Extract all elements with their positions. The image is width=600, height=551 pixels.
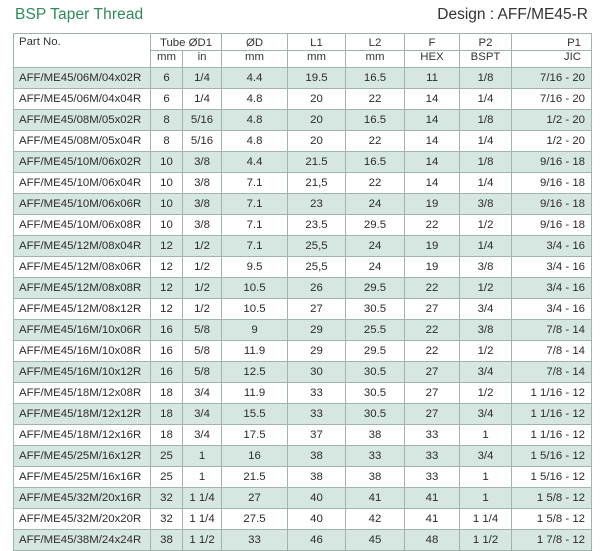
f-hex-cell: 22 [405, 215, 460, 236]
od-cell: 27.5 [222, 509, 288, 530]
od-cell: 10.5 [222, 299, 288, 320]
l2-cell: 29.5 [346, 341, 405, 362]
table-row [14, 89, 592, 110]
l1-cell: 21,5 [288, 173, 346, 194]
l1-cell: 26 [288, 278, 346, 299]
f-hex-cell: 48 [405, 530, 460, 551]
tube-mm-cell: 18 [151, 383, 183, 404]
p2-bspt-cell: 1/8 [460, 68, 512, 89]
l2-cell: 25.5 [346, 320, 405, 341]
part-no-cell: AFF/ME45/32M/20x16R [14, 488, 151, 509]
l1-cell: 21.5 [288, 152, 346, 173]
l2-cell: 38 [346, 467, 405, 488]
p2-bspt-cell: 1/4 [460, 236, 512, 257]
tube-mm-cell: 8 [151, 131, 183, 152]
l1-cell: 27 [288, 299, 346, 320]
part-no-cell: AFF/ME45/12M/08x06R [14, 257, 151, 278]
f-hex-cell: 41 [405, 509, 460, 530]
tube-mm-cell: 6 [151, 89, 183, 110]
l2-cell: 30.5 [346, 299, 405, 320]
p2-bspt-cell: 1/2 [460, 215, 512, 236]
f-hex-cell: 22 [405, 320, 460, 341]
tube-mm-cell: 10 [151, 194, 183, 215]
p1-jic-cell: 1 1/16 - 12 [512, 404, 592, 425]
p2-bspt-cell: 3/4 [460, 446, 512, 467]
header-bar [0, 0, 600, 33]
l2-cell: 38 [346, 425, 405, 446]
l2-cell: 30.5 [346, 362, 405, 383]
f-hex-cell: 27 [405, 362, 460, 383]
table-row [14, 236, 592, 257]
p1-jic-cell: 1 1/16 - 12 [512, 383, 592, 404]
od-cell: 9.5 [222, 257, 288, 278]
tube-mm-cell: 25 [151, 467, 183, 488]
header-part-no: Part No. [14, 34, 151, 68]
table-row [14, 467, 592, 488]
header-l1: L1 [288, 34, 346, 51]
tube-in-cell: 3/4 [183, 383, 222, 404]
p2-bspt-cell: 3/8 [460, 320, 512, 341]
part-no-cell: AFF/ME45/10M/06x06R [14, 194, 151, 215]
l2-cell: 16.5 [346, 68, 405, 89]
p1-jic-cell: 7/8 - 14 [512, 320, 592, 341]
part-no-cell: AFF/ME45/16M/10x08R [14, 341, 151, 362]
l2-cell: 16.5 [346, 110, 405, 131]
p1-jic-cell: 1 5/16 - 12 [512, 446, 592, 467]
design-code: Design : AFF/ME45-R [437, 6, 588, 23]
table-row [14, 425, 592, 446]
p1-jic-cell: 3/4 - 16 [512, 236, 592, 257]
tube-mm-cell: 10 [151, 173, 183, 194]
tube-in-cell: 3/4 [183, 425, 222, 446]
l1-cell: 29 [288, 341, 346, 362]
od-cell: 21.5 [222, 467, 288, 488]
tube-in-cell: 1 1/4 [183, 509, 222, 530]
p2-bspt-cell: 3/4 [460, 404, 512, 425]
part-no-cell: AFF/ME45/25M/16x12R [14, 446, 151, 467]
header-p2: P2 [460, 34, 512, 51]
l1-cell: 30 [288, 362, 346, 383]
part-no-cell: AFF/ME45/10M/06x04R [14, 173, 151, 194]
l1-cell: 29 [288, 320, 346, 341]
f-hex-cell: 27 [405, 299, 460, 320]
p1-jic-cell: 9/16 - 18 [512, 194, 592, 215]
table-row [14, 194, 592, 215]
p1-jic-cell: 1 1/16 - 12 [512, 425, 592, 446]
part-no-cell: AFF/ME45/06M/04x02R [14, 68, 151, 89]
l2-cell: 22 [346, 173, 405, 194]
page-title: BSP Taper Thread [15, 6, 144, 23]
part-no-cell: AFF/ME45/38M/24x24R [14, 530, 151, 551]
tube-in-cell: 3/8 [183, 215, 222, 236]
header-f-unit: HEX [405, 51, 460, 68]
part-no-cell: AFF/ME45/12M/08x04R [14, 236, 151, 257]
l2-cell: 24 [346, 194, 405, 215]
f-hex-cell: 14 [405, 173, 460, 194]
od-cell: 7.1 [222, 173, 288, 194]
l1-cell: 37 [288, 425, 346, 446]
tube-in-cell: 5/8 [183, 320, 222, 341]
table-row [14, 320, 592, 341]
p1-jic-cell: 1 5/8 - 12 [512, 488, 592, 509]
tube-in-cell: 1 [183, 467, 222, 488]
table-row [14, 362, 592, 383]
table-row [14, 110, 592, 131]
l1-cell: 40 [288, 509, 346, 530]
table-row [14, 173, 592, 194]
od-cell: 4.4 [222, 152, 288, 173]
spec-table [13, 33, 592, 551]
tube-mm-cell: 32 [151, 488, 183, 509]
l2-cell: 29.5 [346, 215, 405, 236]
l1-cell: 20 [288, 131, 346, 152]
part-no-cell: AFF/ME45/18M/12x16R [14, 425, 151, 446]
part-no-cell: AFF/ME45/18M/12x12R [14, 404, 151, 425]
f-hex-cell: 33 [405, 467, 460, 488]
part-no-cell: AFF/ME45/25M/16x16R [14, 467, 151, 488]
tube-in-cell: 1/4 [183, 89, 222, 110]
od-cell: 9 [222, 320, 288, 341]
tube-in-cell: 5/8 [183, 362, 222, 383]
tube-mm-cell: 16 [151, 362, 183, 383]
p2-bspt-cell: 3/4 [460, 362, 512, 383]
p2-bspt-cell: 3/4 [460, 299, 512, 320]
p1-jic-cell: 1 5/8 - 12 [512, 509, 592, 530]
l2-cell: 30.5 [346, 404, 405, 425]
tube-in-cell: 1/2 [183, 236, 222, 257]
od-cell: 4.4 [222, 68, 288, 89]
header-f: F [405, 34, 460, 51]
tube-mm-cell: 12 [151, 257, 183, 278]
od-cell: 11.9 [222, 383, 288, 404]
l2-cell: 30.5 [346, 383, 405, 404]
od-cell: 4.8 [222, 110, 288, 131]
part-no-cell: AFF/ME45/18M/12x08R [14, 383, 151, 404]
l1-cell: 20 [288, 89, 346, 110]
p2-bspt-cell: 1/8 [460, 152, 512, 173]
table-row [14, 341, 592, 362]
header-tube-od1: Tube ØD1 [151, 34, 222, 51]
f-hex-cell: 19 [405, 257, 460, 278]
p1-jic-cell: 3/4 - 16 [512, 278, 592, 299]
l1-cell: 46 [288, 530, 346, 551]
part-no-cell: AFF/ME45/12M/08x08R [14, 278, 151, 299]
tube-mm-cell: 12 [151, 236, 183, 257]
f-hex-cell: 41 [405, 488, 460, 509]
part-no-cell: AFF/ME45/16M/10x12R [14, 362, 151, 383]
p2-bspt-cell: 1/8 [460, 110, 512, 131]
f-hex-cell: 22 [405, 341, 460, 362]
tube-mm-cell: 32 [151, 509, 183, 530]
p2-bspt-cell: 1 [460, 467, 512, 488]
od-cell: 16 [222, 446, 288, 467]
l2-cell: 22 [346, 131, 405, 152]
od-cell: 15.5 [222, 404, 288, 425]
f-hex-cell: 22 [405, 278, 460, 299]
p2-bspt-cell: 1/2 [460, 383, 512, 404]
table-row [14, 488, 592, 509]
tube-in-cell: 1/4 [183, 68, 222, 89]
tube-mm-cell: 8 [151, 110, 183, 131]
tube-in-cell: 1 [183, 446, 222, 467]
od-cell: 4.8 [222, 131, 288, 152]
table-row [14, 152, 592, 173]
l1-cell: 19.5 [288, 68, 346, 89]
od-cell: 17.5 [222, 425, 288, 446]
table-row [14, 299, 592, 320]
tube-mm-cell: 18 [151, 404, 183, 425]
p2-bspt-cell: 1/4 [460, 131, 512, 152]
l2-cell: 16.5 [346, 152, 405, 173]
table-row [14, 383, 592, 404]
tube-in-cell: 5/8 [183, 341, 222, 362]
part-no-cell: AFF/ME45/08M/05x04R [14, 131, 151, 152]
l1-cell: 25,5 [288, 236, 346, 257]
header-od: ØD [222, 34, 288, 51]
l1-cell: 33 [288, 404, 346, 425]
tube-in-cell: 1 1/2 [183, 530, 222, 551]
tube-mm-cell: 12 [151, 299, 183, 320]
part-no-cell: AFF/ME45/10M/06x08R [14, 215, 151, 236]
p2-bspt-cell: 1 [460, 425, 512, 446]
l1-cell: 20 [288, 110, 346, 131]
p2-bspt-cell: 3/8 [460, 257, 512, 278]
tube-mm-cell: 25 [151, 446, 183, 467]
f-hex-cell: 33 [405, 425, 460, 446]
tube-mm-cell: 16 [151, 341, 183, 362]
tube-in-cell: 3/4 [183, 404, 222, 425]
f-hex-cell: 14 [405, 131, 460, 152]
f-hex-cell: 27 [405, 383, 460, 404]
tube-in-cell: 3/8 [183, 194, 222, 215]
p1-jic-cell: 1/2 - 20 [512, 131, 592, 152]
header-p1-unit: JIC [512, 51, 592, 68]
tube-mm-cell: 10 [151, 215, 183, 236]
p1-jic-cell: 1 7/8 - 12 [512, 530, 592, 551]
f-hex-cell: 14 [405, 89, 460, 110]
header-l2-unit: mm [346, 51, 405, 68]
tube-mm-cell: 38 [151, 530, 183, 551]
od-cell: 7.1 [222, 215, 288, 236]
p1-jic-cell: 9/16 - 18 [512, 152, 592, 173]
p2-bspt-cell: 1 1/4 [460, 509, 512, 530]
p1-jic-cell: 9/16 - 18 [512, 173, 592, 194]
f-hex-cell: 11 [405, 68, 460, 89]
p2-bspt-cell: 1 1/2 [460, 530, 512, 551]
p2-bspt-cell: 1/4 [460, 173, 512, 194]
header-tube-in: in [183, 51, 222, 68]
p1-jic-cell: 7/8 - 14 [512, 341, 592, 362]
l2-cell: 24 [346, 236, 405, 257]
l1-cell: 38 [288, 467, 346, 488]
p1-jic-cell: 1 5/16 - 12 [512, 467, 592, 488]
p1-jic-cell: 7/8 - 14 [512, 362, 592, 383]
l1-cell: 33 [288, 383, 346, 404]
table-row [14, 257, 592, 278]
header-l1-unit: mm [288, 51, 346, 68]
table-row [14, 446, 592, 467]
od-cell: 10.5 [222, 278, 288, 299]
p1-jic-cell: 3/4 - 16 [512, 299, 592, 320]
od-cell: 4.8 [222, 89, 288, 110]
od-cell: 12.5 [222, 362, 288, 383]
p1-jic-cell: 7/16 - 20 [512, 89, 592, 110]
l2-cell: 33 [346, 446, 405, 467]
header-l2: L2 [346, 34, 405, 51]
l1-cell: 23 [288, 194, 346, 215]
header-p1: P1 [512, 34, 592, 51]
p1-jic-cell: 7/16 - 20 [512, 68, 592, 89]
od-cell: 27 [222, 488, 288, 509]
tube-in-cell: 3/8 [183, 173, 222, 194]
tube-in-cell: 1/2 [183, 278, 222, 299]
tube-in-cell: 5/16 [183, 131, 222, 152]
l2-cell: 42 [346, 509, 405, 530]
tube-in-cell: 5/16 [183, 110, 222, 131]
tube-mm-cell: 18 [151, 425, 183, 446]
l2-cell: 41 [346, 488, 405, 509]
p2-bspt-cell: 1/2 [460, 278, 512, 299]
tube-in-cell: 1 1/4 [183, 488, 222, 509]
l2-cell: 22 [346, 89, 405, 110]
p1-jic-cell: 1/2 - 20 [512, 110, 592, 131]
l1-cell: 40 [288, 488, 346, 509]
part-no-cell: AFF/ME45/32M/20x20R [14, 509, 151, 530]
table-row [14, 278, 592, 299]
header-tube-mm: mm [151, 51, 183, 68]
p2-bspt-cell: 3/8 [460, 194, 512, 215]
f-hex-cell: 14 [405, 152, 460, 173]
f-hex-cell: 27 [405, 404, 460, 425]
tube-mm-cell: 10 [151, 152, 183, 173]
table-body [14, 68, 592, 551]
table-row [14, 131, 592, 152]
l2-cell: 29.5 [346, 278, 405, 299]
f-hex-cell: 19 [405, 194, 460, 215]
p2-bspt-cell: 1/2 [460, 341, 512, 362]
p2-bspt-cell: 1/4 [460, 89, 512, 110]
l2-cell: 24 [346, 257, 405, 278]
table-row [14, 509, 592, 530]
table-row [14, 68, 592, 89]
l1-cell: 25,5 [288, 257, 346, 278]
tube-in-cell: 1/2 [183, 257, 222, 278]
p1-jic-cell: 9/16 - 18 [512, 215, 592, 236]
part-no-cell: AFF/ME45/16M/10x06R [14, 320, 151, 341]
od-cell: 11.9 [222, 341, 288, 362]
p1-jic-cell: 3/4 - 16 [512, 257, 592, 278]
tube-mm-cell: 16 [151, 320, 183, 341]
tube-mm-cell: 12 [151, 278, 183, 299]
f-hex-cell: 33 [405, 446, 460, 467]
part-no-cell: AFF/ME45/10M/06x02R [14, 152, 151, 173]
l1-cell: 38 [288, 446, 346, 467]
table-row [14, 404, 592, 425]
l1-cell: 23.5 [288, 215, 346, 236]
f-hex-cell: 14 [405, 110, 460, 131]
part-no-cell: AFF/ME45/08M/05x02R [14, 110, 151, 131]
od-cell: 7.1 [222, 194, 288, 215]
part-no-cell: AFF/ME45/12M/08x12R [14, 299, 151, 320]
od-cell: 7.1 [222, 236, 288, 257]
table-row [14, 215, 592, 236]
p2-bspt-cell: 1 [460, 488, 512, 509]
l2-cell: 45 [346, 530, 405, 551]
f-hex-cell: 19 [405, 236, 460, 257]
od-cell: 33 [222, 530, 288, 551]
part-no-cell: AFF/ME45/06M/04x04R [14, 89, 151, 110]
header-p2-unit: BSPT [460, 51, 512, 68]
table-row [14, 530, 592, 551]
tube-mm-cell: 6 [151, 68, 183, 89]
header-od-unit: mm [222, 51, 288, 68]
tube-in-cell: 1/2 [183, 299, 222, 320]
tube-in-cell: 3/8 [183, 152, 222, 173]
